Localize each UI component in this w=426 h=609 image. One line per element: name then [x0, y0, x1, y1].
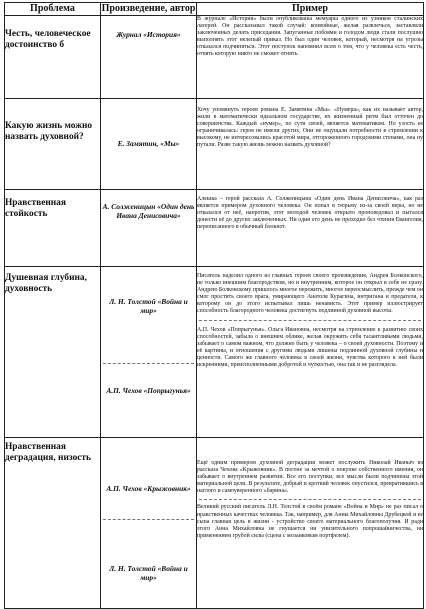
table-row: [5, 16, 424, 99]
example-text: Великий русский писатель Л.Н. Толстой в своём романе «Война и Мир» не раз писал о нравственных качествах человека. Так, например, для Анны Михайловны Друбецкой и ее сына главная цель в жизни - устройство своего материального благополучия. И ради этого Анна Михайловна не гнушается ни унизительного попрошайничества, ни применением грубой силы (сцена с мозаиковым портфелем).: [197, 504, 423, 539]
problems-table: [4, 2, 424, 609]
problem-text: Нравственная стойкость: [5, 198, 66, 219]
work-cell: [101, 267, 197, 438]
table-header-row: [5, 3, 424, 16]
example-text: В журнале «История» были опубликованы мемуары одного из узников сталинских лагерей. Он рассказывал такой случай: конвойные, желая развлечься, заставляли заключенных делать приседания. Запуганные побоями и голодом люди стали послушно выполнять этот нелепый приказ. Но был один человек, который, несмотря на угрозы отказался подчиняться. Этот поступок напомнил всем о том, что у человека есть честь, отнять которую никто не сможет отнять.: [197, 16, 423, 58]
work-text: Л. Н. Толстой «Война и мир»: [109, 564, 188, 582]
work-text: А. Солженицын «Один день Ивана Денисовича»: [102, 202, 195, 220]
work-cell: [101, 190, 197, 267]
work-cell: [101, 99, 197, 190]
work-text: Журнал «История»: [116, 30, 181, 39]
problem-text: Какую жизнь можно назвать духовной?: [5, 121, 93, 142]
table-row: [5, 190, 424, 267]
example-cell: [197, 190, 424, 267]
table-row: [5, 267, 424, 438]
header-work-author: Произведение, автор: [101, 3, 196, 14]
problem-text: Честь, человеческое достоинство б: [5, 29, 91, 50]
problem-text: Душевная глубина, духовность: [5, 273, 87, 294]
table-row: [5, 99, 424, 190]
problem-cell: [5, 267, 101, 438]
work-cell: [101, 16, 197, 99]
example-cell: [197, 16, 424, 99]
work-text: А.П. Чехов «Попрыгунья»: [106, 386, 191, 395]
example-text: Писатель наделил одного из главных героев своего произведения, Андрея Болконского, не только внешним благородством, но и внутренним, которое он открыл в себе не сразу. Андрею Болконскому пришлось многое пережить, многое переосмыслить, прежде чем он смог простить своего врага, умирающего Анатоля Курагина, интригана и предателя, к которому он до этого испытывал лишь ненависть. Этот пример иллюстрирует способность благородного человека достигнуть подлинной духовной высоты.: [197, 273, 423, 315]
example-cell: [197, 99, 424, 190]
example-cell: [197, 438, 424, 609]
work-text: Е. Замятин, «Мы»: [117, 139, 180, 148]
problem-cell: [5, 16, 101, 99]
example-text: Хочу упомянуть героев романа Е. Замятина «Мы». «Нумера», как их называет автор, жили в математически идеальном государстве, их жизненный ритм был отточен до совершенства. Каждый «нумер», по сути своей, является математиком. Но узость ее ограничивалась: героя не имели других, Они не ощущали потребности в стремлении к высокому, не интересовались красотой мира, отгороженного городскими стенами, она ну путали. Разве такую жизнь можно назвать духовной?: [197, 107, 423, 149]
problem-cell: [5, 190, 101, 267]
table-row: [5, 438, 424, 609]
problem-cell: [5, 438, 101, 609]
example-cell: [197, 267, 424, 438]
problem-cell: [5, 99, 101, 190]
example-text: Ещё одним примером духовной деградации может послужить Николай Иваныч из рассказа Чехова «Крыжовник». В погоне за мечтой о покупке собственного имения, он забывает о внутреннем развитии. Все его поступки, все мысли были подчинены этой материальной цели. В результате, добрый и кроткий человек опустился, превратившись в наглого и самоуверенного «барина».: [197, 460, 423, 495]
work-cell: [101, 438, 197, 609]
example-text: Алешка – герой рассказа А. Солженицына «Один день Ивана Денисовича», как раз является примером духовного человека. Он попал в тюрьму из-за своей веры, но не отказался от неё, напротив, этот молодой человек открыто проповедовал и пытался донести её до других заключенных. Ни один его день не проходил без чтения Евангелия, переписанного в обычный блокнот.: [197, 196, 423, 231]
header-example: Пример: [197, 3, 424, 16]
example-text: А.П. Чехов «Попрыгунья». Ольга Ивановна, несмотря на стремление к развитию своих способностей, забыла о внешнем облике, желая окружить себя талантливыми людьми, забывает о самом важном, что должно быть у человека – о своей духовности. Поэтому и её картины, и отношения с другими людьми лишены подлинной духовной глубины и ценности. Самого же главного человека в своей жизни, чувства которого к ней были искренними, преисполненными добротой и чуткостью, она так и не разглядела.: [197, 326, 423, 369]
header-problem: Проблема: [5, 3, 101, 16]
work-text: А.П. Чехов «Крыжовник»: [106, 484, 191, 493]
problem-text: Нравственная деградация, низость: [5, 442, 91, 463]
work-text: Л. Н. Толстой «Война и мир»: [109, 297, 188, 315]
